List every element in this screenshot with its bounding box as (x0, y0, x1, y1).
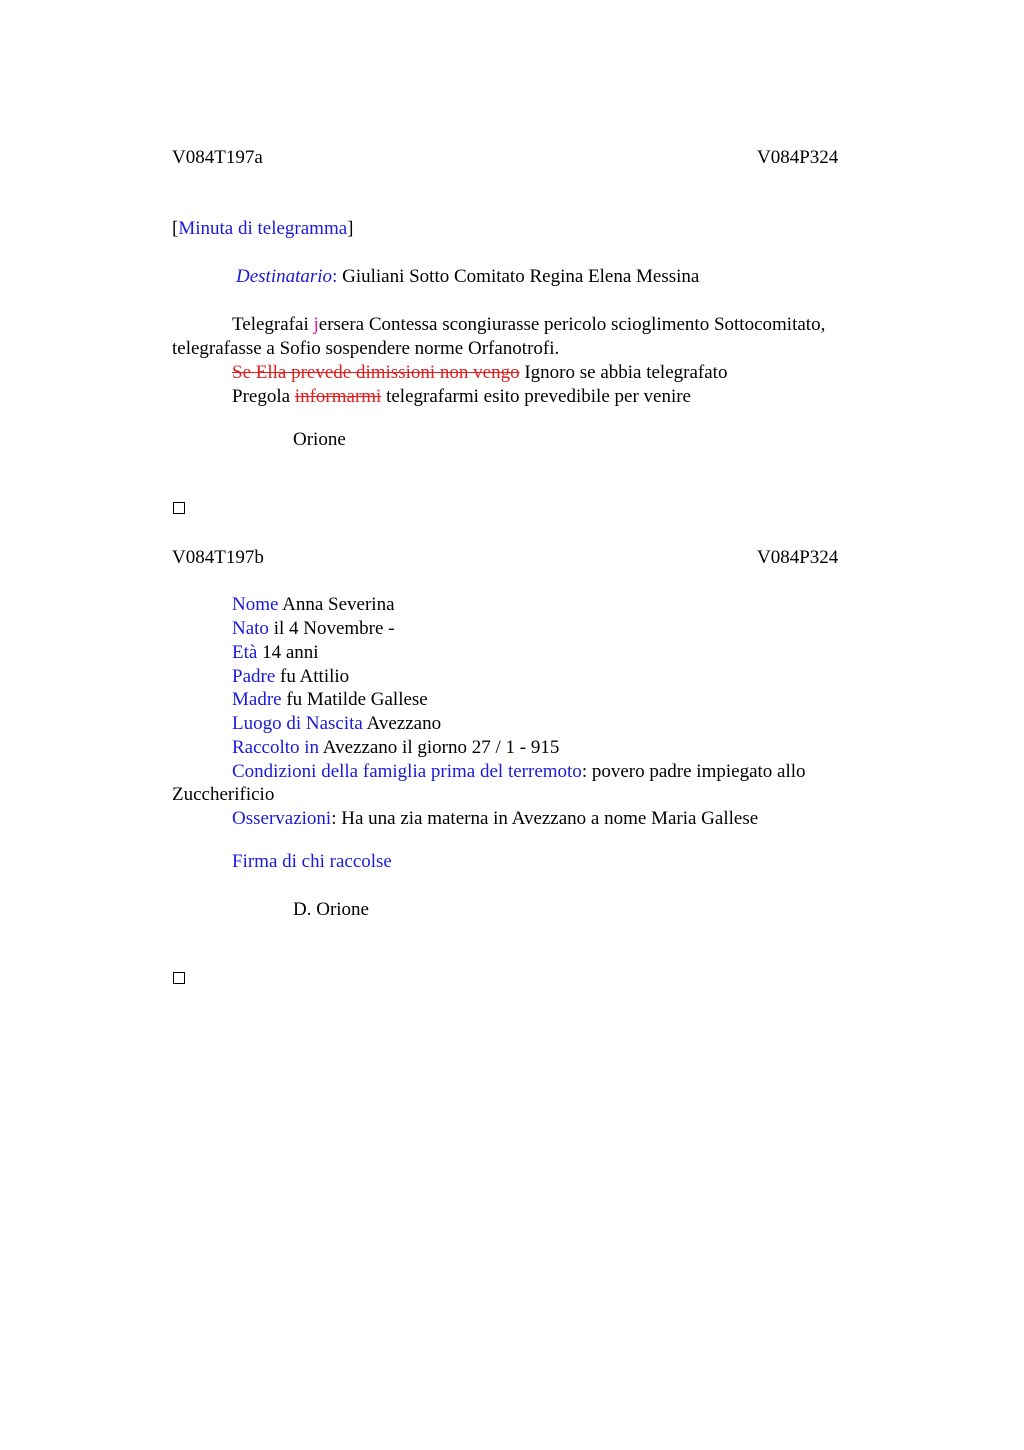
field-value: Avezzano (362, 713, 442, 734)
deleted-text: informarmi (294, 386, 382, 407)
field-label: Condizioni della famiglia prima del terremoto (232, 761, 582, 782)
field-nato (232, 617, 395, 641)
field-value: : Ha una zia materna in Avezzano a nome Maria Gallese (331, 808, 759, 829)
doc2-id-right: V084P324 (757, 547, 839, 568)
body-highlight: j (313, 314, 319, 335)
field-label: Raccolto in (232, 737, 320, 758)
doc1-body-line2: telegrafasse a Sofio sospendere norme Orfanotrofi. (172, 338, 560, 359)
field-label: Età (232, 642, 258, 663)
field-value: Anna Severina (278, 594, 395, 615)
body-text: Telegrafai (232, 314, 314, 335)
doc1-recipient-line (236, 265, 699, 289)
doc1-body-line3 (232, 361, 727, 385)
field-value: fu Attilio (275, 666, 350, 687)
doc1-id-right: V084P324 (757, 147, 839, 168)
field-raccolto-in (232, 736, 559, 760)
doc1-id-left: V084T197a (172, 147, 263, 168)
signed-by-label: Firma di chi raccolse (232, 851, 392, 872)
doc1-heading-line (172, 217, 354, 241)
field-label: Luogo di Nascita (232, 713, 363, 734)
field-madre (232, 688, 428, 712)
body-text: ersera Contessa scongiurasse pericolo scioglimento Sottocomitato, (318, 314, 826, 335)
bracket-close: ] (347, 218, 354, 239)
doc2-signature: D. Orione (293, 899, 369, 920)
body-text: Ignoro se abbia telegrafato (519, 362, 728, 383)
field-value: Avezzano il giorno 27 / 1 - 915 (319, 737, 560, 758)
deleted-text: Se Ella prevede dimissioni non vengo (232, 362, 520, 383)
field-padre (232, 665, 349, 689)
field-value: 14 anni (257, 642, 319, 663)
doc1-body-line4 (232, 385, 691, 409)
section-end-box-icon (173, 972, 185, 984)
field-label: Nato (232, 618, 269, 639)
field-label: Madre (232, 689, 282, 710)
field-value: fu Matilde Gallese (281, 689, 428, 710)
body-text: telegrafarmi esito prevedibile per venire (381, 386, 691, 407)
body-text: Pregola (232, 386, 295, 407)
field-condizioni-continuation: Zuccherificio (172, 784, 275, 805)
recipient-label: Destinatario (236, 266, 333, 287)
field-value: : povero padre impiegato allo (581, 761, 806, 782)
field-condizioni (232, 760, 806, 784)
section-end-box-icon (173, 502, 185, 514)
doc2-id-left: V084T197b (172, 547, 264, 568)
field-nome (232, 593, 395, 617)
recipient-sep: : (332, 266, 338, 287)
field-value: il 4 Novembre - (268, 618, 395, 639)
bracket-open: [ (172, 218, 179, 239)
doc1-heading: Minuta di telegramma (178, 218, 348, 239)
field-eta (232, 641, 319, 665)
field-label: Padre (232, 666, 276, 687)
doc1-signature: Orione (293, 429, 346, 450)
doc1-body-line1 (232, 313, 825, 337)
field-osservazioni (232, 807, 758, 831)
field-luogo-nascita (232, 712, 441, 736)
field-label: Nome (232, 594, 279, 615)
field-label: Osservazioni (232, 808, 332, 829)
recipient-value: Giuliani Sotto Comitato Regina Elena Messina (337, 266, 700, 287)
